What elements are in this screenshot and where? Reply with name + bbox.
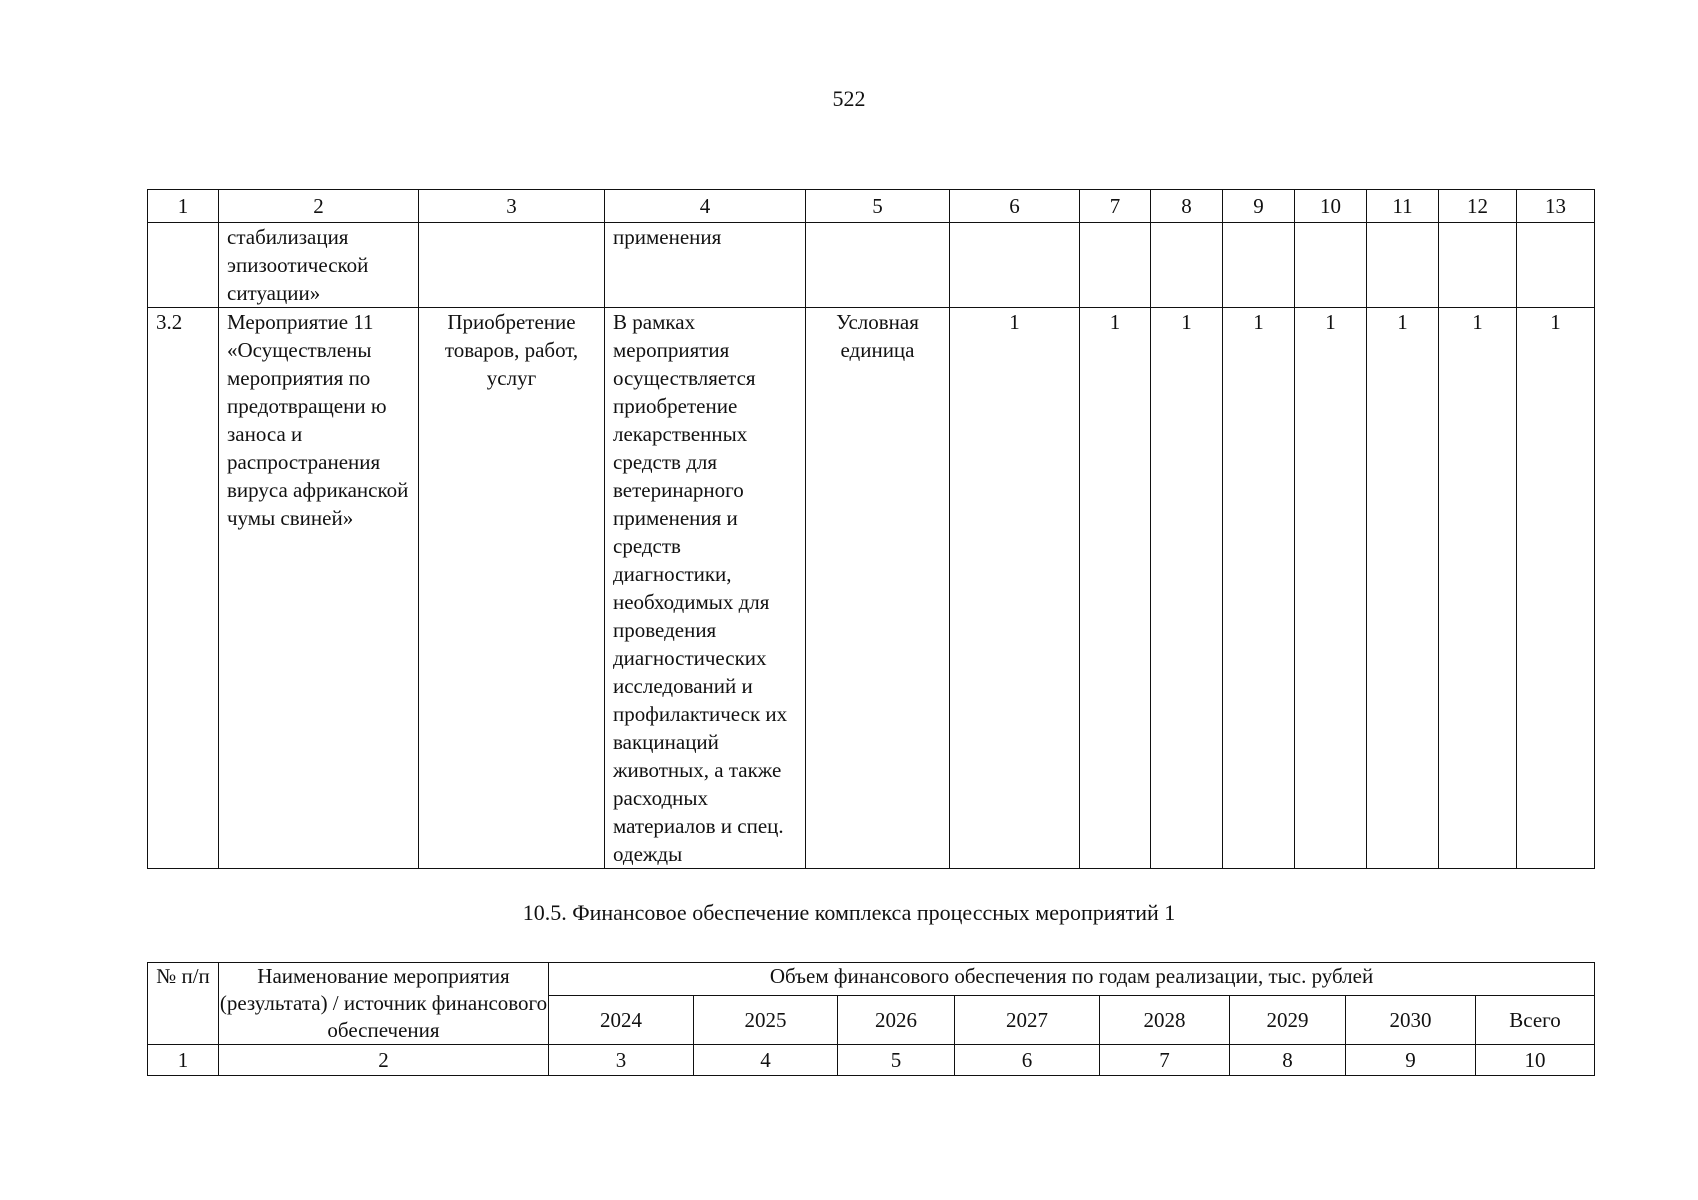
column-number: 8 (1230, 1045, 1346, 1076)
column-number: 9 (1223, 190, 1295, 223)
row-number-cell: 3.2 (148, 308, 219, 869)
table-row (148, 223, 1595, 308)
activity-type-cell: Приобретение товаров, работ, услуг (419, 308, 605, 869)
value-cell: 1 (1295, 308, 1367, 869)
column-number: 7 (1100, 1045, 1230, 1076)
header-row (148, 963, 1595, 996)
year-header: 2029 (1230, 996, 1346, 1045)
activity-name-cell: стабилизация эпизоотической ситуации» (219, 223, 419, 308)
table-row (148, 308, 1595, 869)
year-header: 2027 (955, 996, 1100, 1045)
column-number: 7 (1080, 190, 1151, 223)
column-header: Объем финансового обеспечения по годам реализации, тыс. рублей (549, 963, 1595, 996)
column-number: 11 (1367, 190, 1439, 223)
value-cell: 1 (1367, 308, 1439, 869)
year-header: 2028 (1100, 996, 1230, 1045)
value-cell: 1 (950, 308, 1080, 869)
unit-cell: Условная единица (806, 308, 950, 869)
column-header: № п/п (148, 963, 219, 1045)
value-cell: 1 (1517, 308, 1595, 869)
year-header: 2024 (549, 996, 694, 1045)
column-header: Наименование мероприятия (результата) / источник финансового обеспечения (219, 963, 549, 1045)
column-number-row (148, 1045, 1595, 1076)
year-header: 2025 (694, 996, 838, 1045)
activity-description-cell: В рамках мероприятия осуществляется приобретение лекарственных средств для ветеринарного применения и средств диагностики, необходимых для проведения диагностических исследований и профилактическ их вакцинаций животных, а также расходных материалов и спец. одежды (605, 308, 806, 869)
page-number: 522 (832, 86, 866, 111)
financing-table (147, 962, 1595, 1076)
column-number: 6 (955, 1045, 1100, 1076)
column-number: 8 (1151, 190, 1223, 223)
value-cell: 1 (1439, 308, 1517, 869)
column-number: 2 (219, 1045, 549, 1076)
column-number-row (148, 190, 1595, 223)
activity-name-cell: Мероприятие 11 «Осуществлены мероприятия по предотвращени ю заноса и распространения вируса африканской чумы свиней» (219, 308, 419, 869)
column-number: 12 (1439, 190, 1517, 223)
value-cell: 1 (1080, 308, 1151, 869)
column-number: 13 (1517, 190, 1595, 223)
column-number: 5 (838, 1045, 955, 1076)
column-number: 4 (694, 1045, 838, 1076)
activity-description-cell: применения (605, 223, 806, 308)
section-title: 10.5. Финансовое обеспечение комплекса процессных мероприятий 1 (522, 900, 1176, 925)
value-cell: 1 (1223, 308, 1295, 869)
value-cell: 1 (1151, 308, 1223, 869)
column-number: 2 (219, 190, 419, 223)
activities-table (147, 189, 1595, 869)
column-number: 1 (148, 1045, 219, 1076)
column-number: 1 (148, 190, 219, 223)
column-number: 6 (950, 190, 1080, 223)
column-number: 3 (549, 1045, 694, 1076)
column-number: 10 (1295, 190, 1367, 223)
column-number: 9 (1346, 1045, 1476, 1076)
column-number: 5 (806, 190, 950, 223)
column-number: 10 (1476, 1045, 1595, 1076)
column-number: 4 (605, 190, 806, 223)
column-number: 3 (419, 190, 605, 223)
year-header: 2026 (838, 996, 955, 1045)
year-header: Всего (1476, 996, 1595, 1045)
year-header: 2030 (1346, 996, 1476, 1045)
